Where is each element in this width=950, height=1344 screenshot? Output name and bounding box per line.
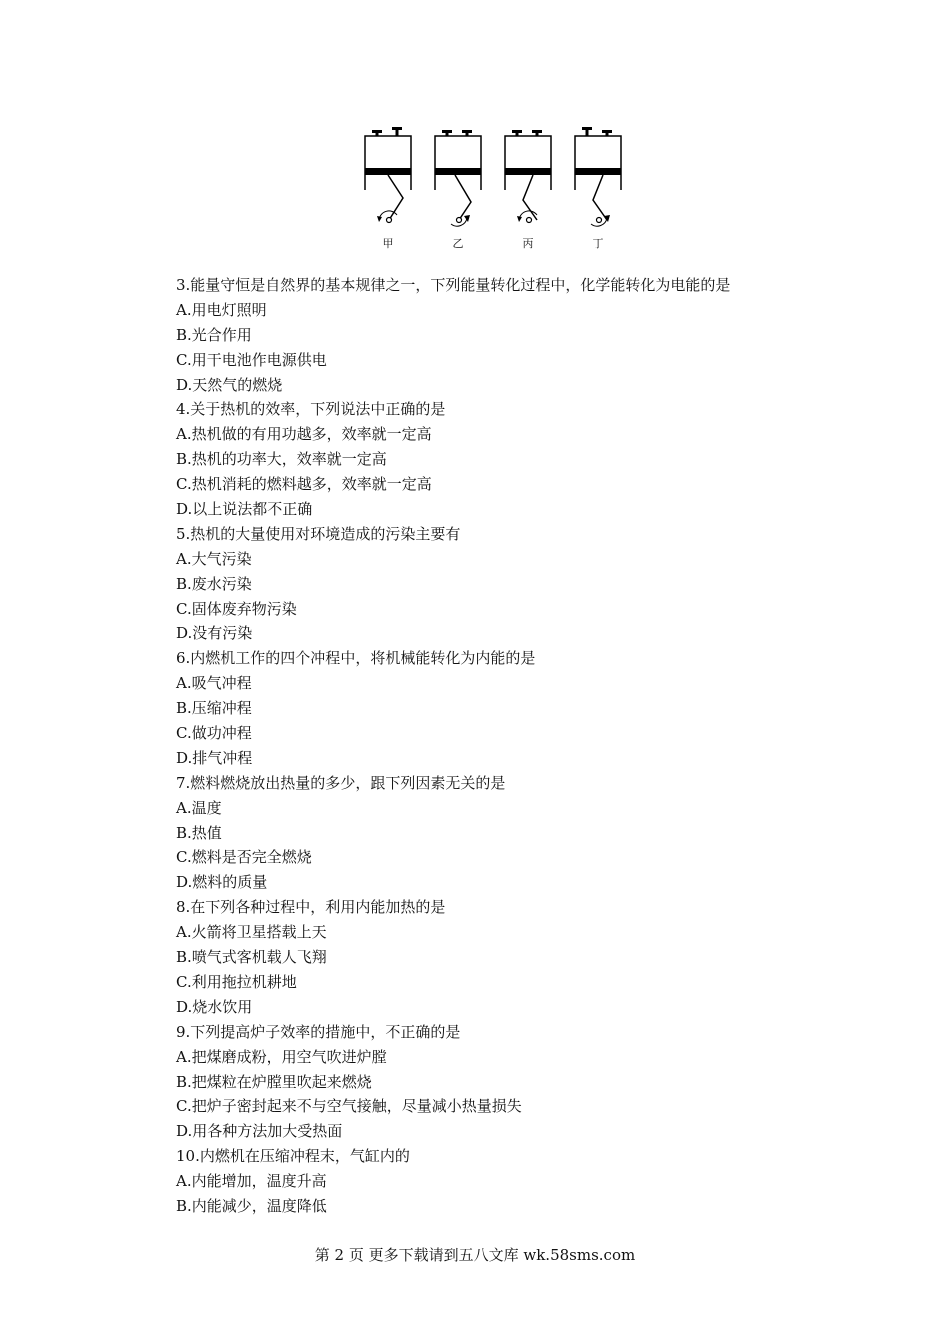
question-4-option-b: B.热机的功率大，效率就一定高 bbox=[176, 450, 387, 469]
question-8-option-c: C.利用拖拉机耕地 bbox=[176, 972, 297, 991]
engine-label-yi: 乙 bbox=[452, 237, 464, 250]
engine-label-jia: 甲 bbox=[382, 237, 394, 250]
engine-diagram-ding bbox=[573, 120, 623, 255]
page-footer: 第 2 页 更多下载请到五八文库 wk.58sms.com bbox=[314, 1246, 636, 1264]
engine-strokes-figure bbox=[355, 120, 645, 255]
question-8-option-b: B.喷气式客机载人飞翔 bbox=[176, 948, 327, 967]
question-3-option-d: D.天然气的燃烧 bbox=[176, 375, 283, 394]
question-7-option-b: B.热值 bbox=[176, 823, 222, 842]
question-3-stem: 3.能量守恒是自然界的基本规律之一，下列能量转化过程中，化学能转化为电能的是 bbox=[176, 276, 731, 294]
question-4-option-c: C.热机消耗的燃料越多，效率就一定高 bbox=[176, 475, 432, 494]
cylinder-icon bbox=[503, 120, 553, 240]
engine-diagram-bing bbox=[503, 120, 553, 255]
question-6-option-a: A.吸气冲程 bbox=[176, 674, 252, 693]
question-7-stem: 7.燃料燃烧放出热量的多少，跟下列因素无关的是 bbox=[176, 773, 506, 792]
question-9-option-b: B.把煤粒在炉膛里吹起来燃烧 bbox=[176, 1072, 372, 1091]
engine-label-ding: 丁 bbox=[592, 237, 604, 250]
question-7-option-a: A.温度 bbox=[176, 798, 222, 817]
cylinder-icon bbox=[363, 120, 413, 240]
question-list bbox=[176, 273, 836, 1219]
question-5-option-a: A.大气污染 bbox=[176, 549, 252, 568]
question-5-option-c: C.固体废弃物污染 bbox=[176, 599, 297, 618]
question-9-stem: 9.下列提高炉子效率的措施中，不正确的是 bbox=[176, 1022, 461, 1041]
engine-label-bing: 丙 bbox=[522, 237, 534, 250]
question-6-stem: 6.内燃机工作的四个冲程中，将机械能转化为内能的是 bbox=[176, 649, 536, 668]
question-4-option-d: D.以上说法都不正确 bbox=[176, 500, 313, 519]
question-4-stem: 4.关于热机的效率，下列说法中正确的是 bbox=[176, 400, 446, 419]
cylinder-icon bbox=[433, 120, 483, 240]
question-3-option-a: A.用电灯照明 bbox=[176, 300, 267, 319]
question-10-stem: 10.内燃机在压缩冲程末，气缸内的 bbox=[176, 1147, 410, 1166]
question-3-option-b: B.光合作用 bbox=[176, 325, 252, 344]
question-9-option-a: A.把煤磨成粉，用空气吹进炉膛 bbox=[176, 1047, 387, 1066]
question-10-option-a: A.内能增加，温度升高 bbox=[176, 1172, 327, 1191]
question-7-option-c: C.燃料是否完全燃烧 bbox=[176, 848, 312, 867]
question-9-option-c: C.把炉子密封起来不与空气接触，尽量减小热量损失 bbox=[176, 1097, 522, 1116]
engine-diagram-yi bbox=[433, 120, 483, 255]
question-5-option-b: B.废水污染 bbox=[176, 574, 252, 593]
question-5-stem: 5.热机的大量使用对环境造成的污染主要有 bbox=[176, 524, 461, 543]
question-8-option-d: D.烧水饮用 bbox=[176, 997, 253, 1016]
question-9-option-d: D.用各种方法加大受热面 bbox=[176, 1122, 343, 1141]
question-3-option-c: C.用干电池作电源供电 bbox=[176, 350, 327, 369]
question-6-option-b: B.压缩冲程 bbox=[176, 699, 252, 718]
question-8-stem: 8.在下列各种过程中，利用内能加热的是 bbox=[176, 898, 446, 917]
question-6-option-c: C.做功冲程 bbox=[176, 724, 252, 743]
question-7-option-d: D.燃料的质量 bbox=[176, 873, 268, 892]
question-10-option-b: B.内能减少，温度降低 bbox=[176, 1196, 327, 1215]
question-6-option-d: D.排气冲程 bbox=[176, 748, 253, 767]
question-5-option-d: D.没有污染 bbox=[176, 624, 253, 643]
question-4-option-a: A.热机做的有用功越多，效率就一定高 bbox=[176, 425, 432, 444]
engine-diagram-jia bbox=[363, 120, 413, 255]
question-8-option-a: A.火箭将卫星搭载上天 bbox=[176, 923, 327, 942]
cylinder-icon bbox=[573, 120, 623, 240]
